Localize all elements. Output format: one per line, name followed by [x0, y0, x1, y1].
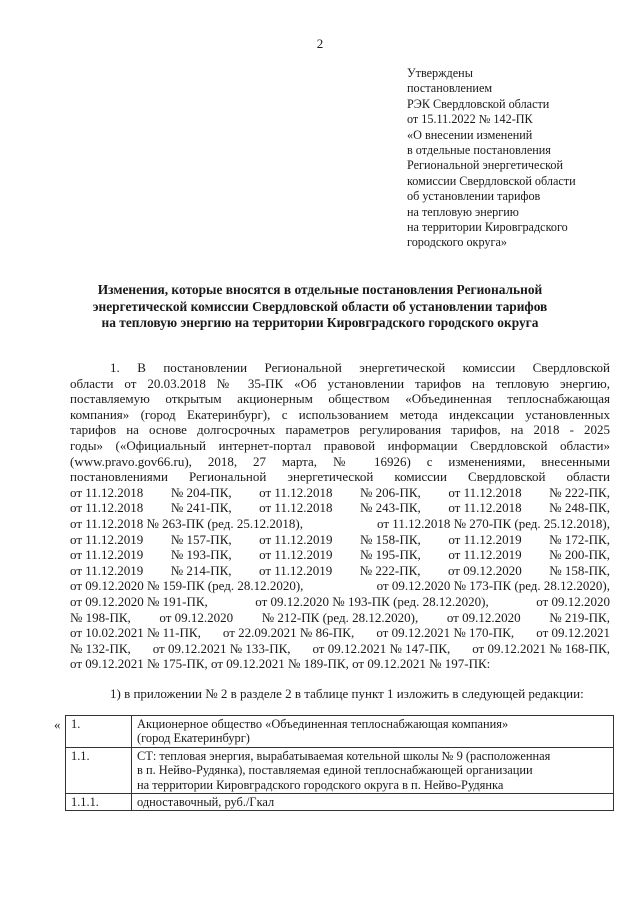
amendment-cell: № 222-ПК, — [359, 562, 421, 578]
amendment-cell: № 193-ПК, — [170, 547, 232, 563]
amendment-cell: от 09.12.2020 — [159, 609, 234, 625]
amendment-row — [70, 516, 610, 532]
amendment-cell: от 11.12.2018 — [70, 484, 144, 500]
amendment-row — [70, 500, 610, 516]
approval-line: от 15.11.2022 № 142-ПК — [407, 112, 533, 127]
amendment-cell: от 10.02.2021 № 11-ПК, — [70, 625, 201, 641]
amendment-cell: от 11.12.2018 — [259, 484, 333, 500]
amendment-cell: от 09.12.2020 № 159-ПК (ред. 28.12.2020), — [70, 578, 304, 594]
row-text-line: Акционерное общество «Объединенная теплоснабжающая компания» — [137, 717, 509, 731]
amendment-cell: от 09.12.2020 — [447, 562, 522, 578]
paragraph-line: 1. В постановлении Региональной энергетической комиссии Свердловской — [110, 360, 610, 375]
paragraph-line: поставляемую открытым акционерным обществом «Объединенная теплоснабжающая — [70, 391, 610, 407]
open-quote: « — [54, 717, 61, 732]
amendment-cell: от 11.12.2019 — [70, 531, 144, 547]
approval-line: «О внесении изменений — [407, 127, 533, 142]
paragraph-line: годы» («Официальный интернет-портал правовой информации Свердловской области» — [70, 437, 610, 453]
tariff-table — [65, 715, 614, 811]
amendment-cell: от 09.12.2020 — [446, 609, 521, 625]
paragraph-line: (www.pravo.gov66.ru), 2018, 27 марта, № 16926) с изменениями, внесенными — [70, 453, 610, 469]
row-number: 1. — [66, 716, 132, 748]
amendment-list — [70, 485, 610, 657]
amendment-cell: от 09.12.2020 № 191-ПК, — [70, 593, 208, 609]
document-title — [60, 282, 580, 332]
amendment-cell: от 11.12.2019 — [448, 547, 522, 563]
row-text-line: СТ: тепловая энергия, вырабатываемая котельной школы № 9 (расположенная — [137, 748, 551, 763]
amendment-cell: № 219-ПК, — [549, 609, 610, 625]
amendment-cell: от 09.12.2020 № 193-ПК (ред. 28.12.2020), — [255, 593, 489, 609]
amendment-cell: № 248-ПК, — [549, 500, 610, 516]
paragraph-line: тарифов на основе долгосрочных параметров регулирования тарифов, на 2018 - 2025 — [70, 422, 610, 438]
page-number: 2 — [316, 36, 324, 51]
title-line: энергетической комиссии Свердловской области об установлении тарифов — [92, 298, 548, 314]
approval-line: постановлением — [407, 81, 493, 96]
main-paragraph — [70, 360, 610, 672]
amendment-row — [70, 532, 610, 548]
amendment-cell: № 157-ПК, — [170, 531, 232, 547]
approval-block — [407, 66, 632, 251]
amendment-cell: от 09.12.2021 № 170-ПК, — [376, 625, 515, 641]
amendment-cell: № 206-ПК, — [360, 484, 421, 500]
amendment-cell: № 243-ПК, — [360, 500, 421, 516]
paragraph-line: области от 20.03.2018 № 35-ПК «Об установлении тарифов на тепловую энергию, — [70, 375, 610, 391]
title-line: на тепловую энергию на территории Кировградского городского округа — [101, 315, 539, 330]
amendment-row — [70, 641, 610, 657]
amendment-cell: от 09.12.2020 — [536, 593, 610, 609]
amendment-cell: от 11.12.2018 № 270-ПК (ред. 25.12.2018), — [377, 515, 610, 531]
subpoint — [70, 686, 610, 702]
row-text — [132, 716, 614, 748]
amendment-cell: от 11.12.2019 — [448, 531, 522, 547]
table-row — [66, 747, 614, 793]
amendment-cell: № 204-ПК, — [170, 484, 232, 500]
amendment-cell: от 11.12.2019 — [259, 547, 333, 563]
approval-line: в отдельные постановления — [407, 143, 551, 158]
amendment-cell: № 198-ПК, — [70, 609, 131, 625]
row-text — [132, 794, 614, 811]
amendment-cell: от 09.12.2020 № 173-ПК (ред. 28.12.2020), — [376, 578, 610, 594]
amendment-cell: от 11.12.2018 № 263-ПК (ред. 25.12.2018), — [70, 515, 303, 531]
row-text — [132, 747, 614, 793]
approval-line: РЭК Свердловской области — [407, 96, 550, 111]
amendment-cell: от 11.12.2018 — [70, 500, 144, 516]
amendment-row — [70, 547, 610, 563]
paragraph-line: постановлениями Региональной энергетической комиссии Свердловской области — [70, 469, 610, 485]
amendment-cell: № 241-ПК, — [170, 500, 232, 516]
amendment-cell: № 158-ПК, — [360, 531, 421, 547]
row-text-line: на территории Кировградского городского округа в п. Нейво-Рудянка — [137, 777, 504, 792]
approval-line: об установлении тарифов — [407, 189, 541, 204]
amendment-cell: от 09.12.2021 № 133-ПК, — [152, 640, 291, 656]
amendment-cell: от 11.12.2018 — [448, 484, 522, 500]
amendment-cell: № 172-ПК, — [549, 531, 610, 547]
amendment-cell: от 11.12.2019 — [70, 547, 144, 563]
row-number: 1.1. — [66, 747, 132, 793]
amendment-list-last-line: от 09.12.2021 № 175-ПК, от 09.12.2021 № 189-ПК, от 09.12.2021 № 197-ПК: — [70, 656, 491, 672]
table-row — [66, 716, 614, 748]
approval-line: на территории Кировградского — [407, 220, 568, 235]
row-text-line: в п. Нейво-Рудянка), поставляемая единой теплоснабжающей организации — [137, 763, 533, 778]
amendment-row — [70, 578, 610, 594]
amendment-row — [70, 610, 610, 626]
paragraph-line: компания» (город Екатеринбург), с использованием метода индексации установленных — [70, 406, 610, 422]
amendment-cell: от 09.12.2021 — [536, 625, 610, 641]
row-text-line: (город Екатеринбург) — [137, 731, 250, 746]
amendment-cell: от 22.09.2021 № 86-ПК, — [222, 625, 355, 641]
approval-line: Региональной энергетической — [407, 158, 564, 173]
amendment-row — [70, 625, 610, 641]
amendment-cell: от 11.12.2018 — [448, 500, 522, 516]
amendment-cell: от 11.12.2019 — [70, 562, 144, 578]
approval-line: городского округа» — [407, 235, 508, 250]
approval-line: комиссии Свердловской области — [407, 173, 576, 188]
title-line: Изменения, которые вносятся в отдельные постановления Региональной — [97, 282, 543, 297]
approval-line: на тепловую энергию — [407, 204, 519, 219]
amendment-cell: № 222-ПК, — [549, 484, 610, 500]
amendment-cell: от 09.12.2021 № 147-ПК, — [312, 640, 451, 656]
amendment-cell: от 09.12.2021 № 168-ПК, — [472, 640, 610, 656]
amendment-cell: от 11.12.2018 — [259, 500, 333, 516]
approval-line: Утверждены — [407, 66, 473, 80]
amendment-cell: № 158-ПК, — [549, 562, 610, 578]
table-row — [66, 794, 614, 811]
subpoint-text: 1) в приложении № 2 в разделе 2 в таблице пункт 1 изложить в следующей редакции: — [110, 686, 584, 701]
amendment-row — [70, 485, 610, 501]
amendment-cell: № 132-ПК, — [70, 640, 131, 656]
amendment-cell: № 214-ПК, — [170, 562, 232, 578]
amendment-row — [70, 594, 610, 610]
amendment-cell: № 200-ПК, — [549, 547, 610, 563]
amendment-cell: от 11.12.2019 — [259, 531, 333, 547]
amendment-row — [70, 563, 610, 579]
amendment-cell: от 11.12.2019 — [258, 562, 333, 578]
amendment-cell: № 195-ПК, — [360, 547, 421, 563]
row-number: 1.1.1. — [66, 794, 132, 811]
row-text-line: одноставочный, руб./Гкал — [137, 795, 275, 810]
amendment-cell: № 212-ПК (ред. 28.12.2020), — [261, 609, 419, 625]
